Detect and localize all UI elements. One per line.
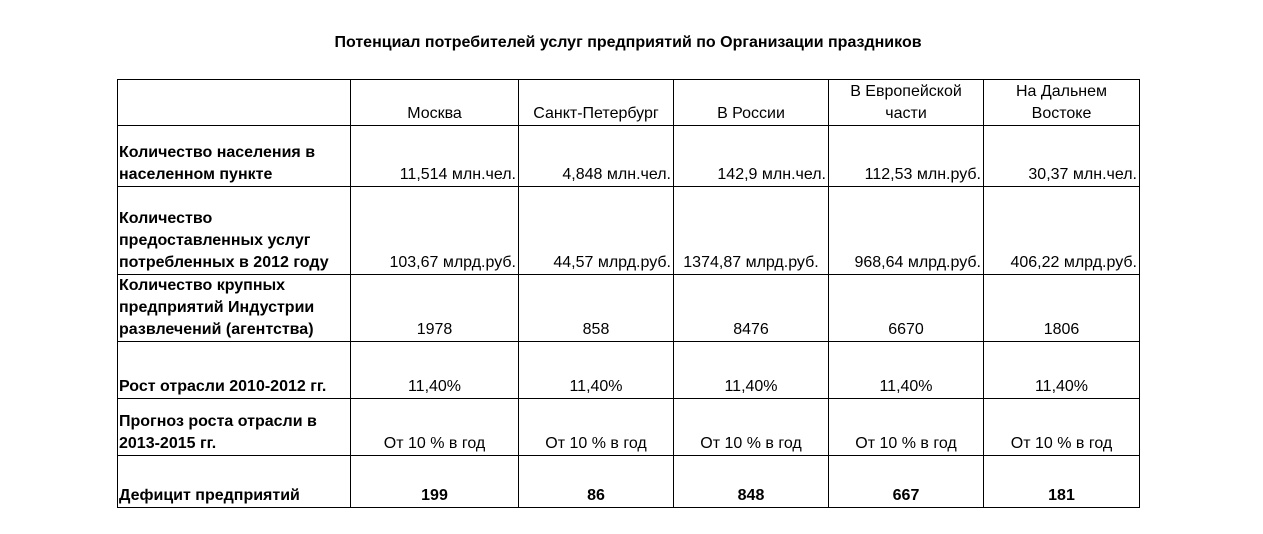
table-cell: 848 [674,456,829,508]
row-label: Дефицит предприятий [118,456,351,508]
row-label: Количество крупных предприятий Индустрии развлечений (агентства) [118,275,351,342]
table-row [118,126,1140,187]
table-cell: От 10 % в год [674,399,829,456]
table-cell: 11,40% [829,342,984,399]
table-cell: 199 [351,456,519,508]
table-row [118,342,1140,399]
table-cell: 181 [984,456,1140,508]
table-cell: 30,37 млн.чел. [984,126,1140,187]
table-cell: 8476 [674,275,829,342]
table-cell: 406,22 млрд.руб. [984,187,1140,275]
table-row [118,187,1140,275]
table-cell: 44,57 млрд.руб. [519,187,674,275]
table-cell: От 10 % в год [984,399,1140,456]
table-cell: 11,40% [519,342,674,399]
header-spb: Санкт-Петербург [519,80,674,126]
row-label: Прогноз роста отрасли в 2013-2015 гг. [118,399,351,456]
table-row [118,456,1140,508]
data-table [117,79,1140,508]
table-cell: 11,514 млн.чел. [351,126,519,187]
table-cell: От 10 % в год [519,399,674,456]
header-far-east: На Дальнем Востоке [984,80,1140,126]
table-cell: От 10 % в год [351,399,519,456]
table-cell: 6670 [829,275,984,342]
table-cell: 11,40% [351,342,519,399]
table-row [118,275,1140,342]
table-cell: 11,40% [674,342,829,399]
table-cell: 142,9 млн.чел. [674,126,829,187]
header-european: В Европейской части [829,80,984,126]
table-cell: 112,53 млн.руб. [829,126,984,187]
header-row [118,80,1140,126]
row-label: Количество предоставленных услуг потребленных в 2012 году [118,187,351,275]
table-cell: 1978 [351,275,519,342]
table-cell: 667 [829,456,984,508]
row-label: Рост отрасли 2010-2012 гг. [118,342,351,399]
table-cell: 968,64 млрд.руб. [829,187,984,275]
page-title: Потенциал потребителей услуг предприятий по Организации праздников [334,34,922,51]
table-cell: 4,848 млн.чел. [519,126,674,187]
header-moscow: Москва [351,80,519,126]
table-cell: 1374,87 млрд.руб. [674,187,829,275]
table-cell: 86 [519,456,674,508]
row-label: Количество населения в населенном пункте [118,126,351,187]
table-row [118,399,1140,456]
table-cell: 11,40% [984,342,1140,399]
table-cell: 103,67 млрд.руб. [351,187,519,275]
table-cell: 1806 [984,275,1140,342]
table-cell: 858 [519,275,674,342]
header-russia: В России [674,80,829,126]
header-empty [118,80,351,126]
table-cell: От 10 % в год [829,399,984,456]
